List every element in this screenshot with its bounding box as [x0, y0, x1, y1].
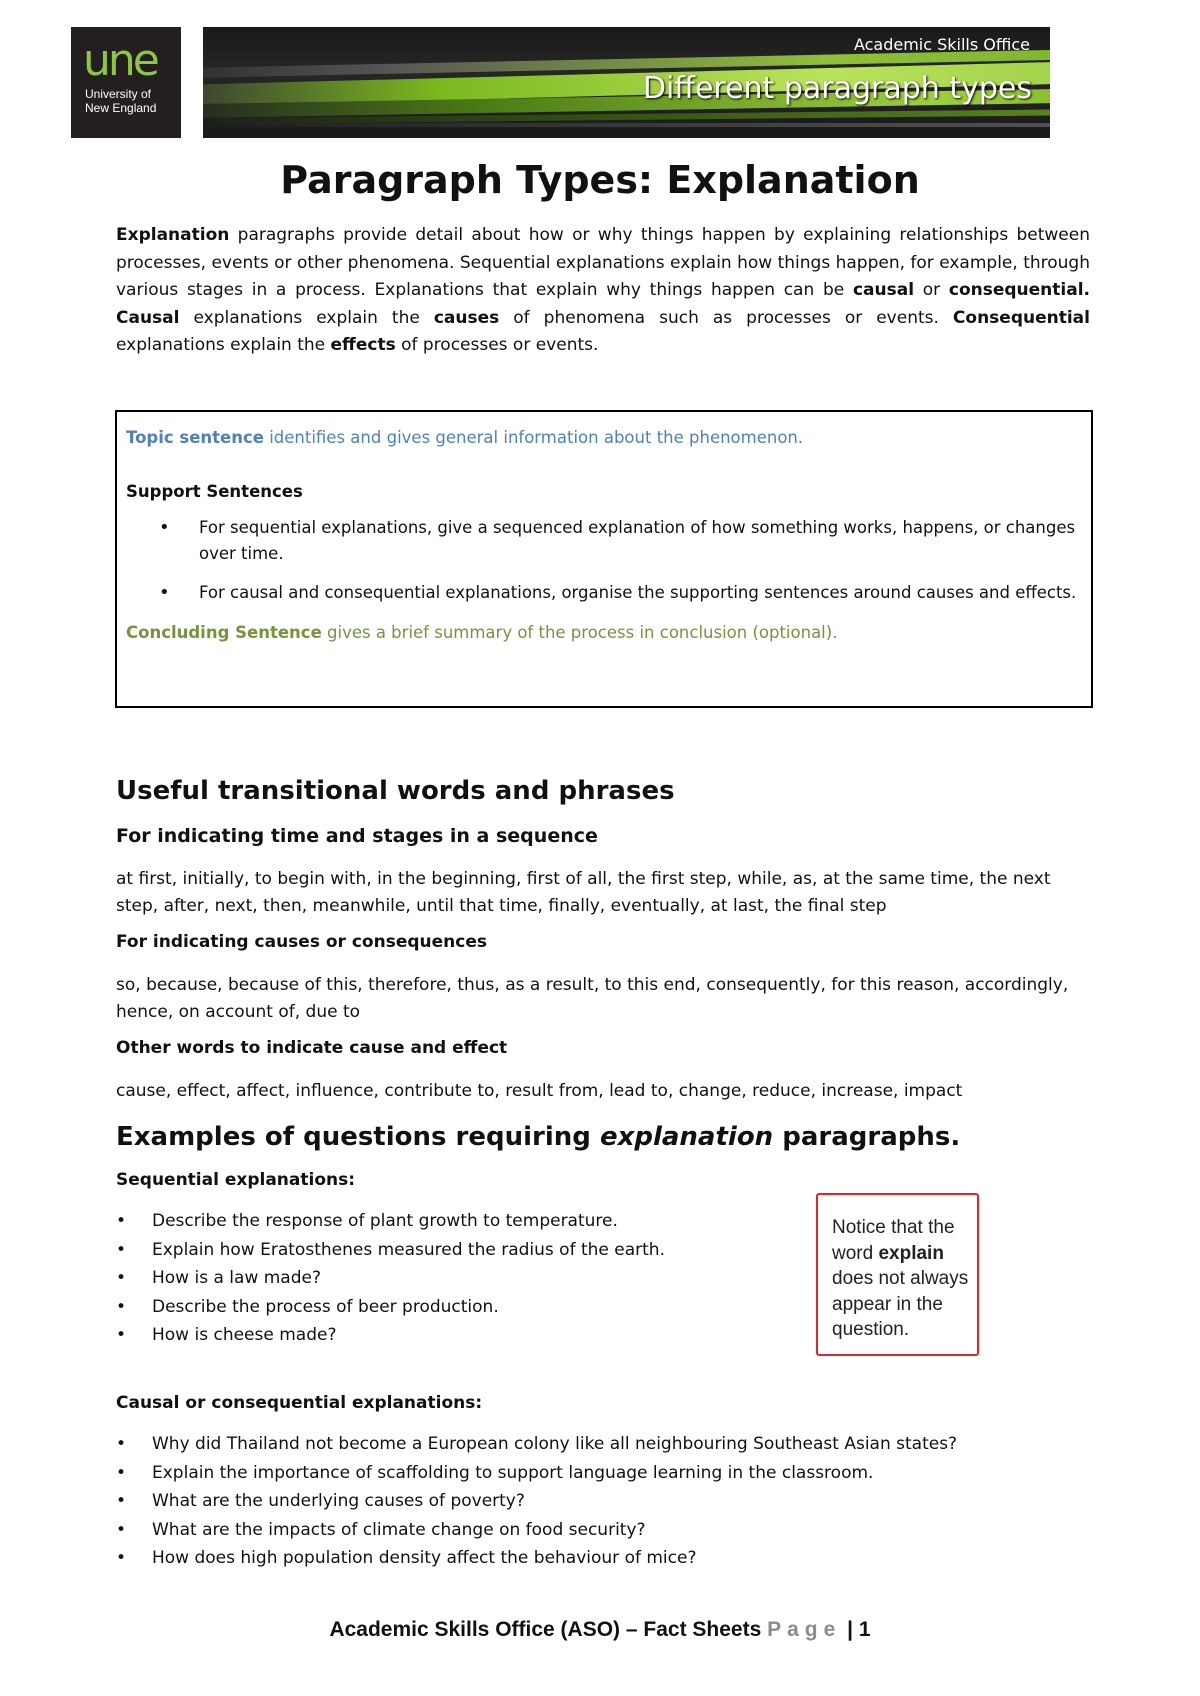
- cause-effect-words: cause, effect, affect, influence, contribute to, result from, lead to, change, reduce, increase, impact: [116, 1081, 963, 1101]
- une-logo: [71, 27, 181, 138]
- concluding-sentence-label: Concluding Sentence: [126, 623, 322, 642]
- question-item: • Describe the response of plant growth to temperature.: [116, 1207, 665, 1236]
- transitions-heading: Useful transitional words and phrases: [116, 776, 675, 806]
- footer-page-number: 1: [858, 1618, 871, 1641]
- question-item: • Explain the importance of scaffolding to support language learning in the classroom.: [116, 1459, 957, 1488]
- footer-page-word: Page: [767, 1618, 842, 1641]
- sequential-question-list: [116, 1207, 665, 1350]
- page-footer: [0, 1618, 1200, 1642]
- support-sentences-heading: Support Sentences: [126, 482, 303, 501]
- question-item: • Explain how Eratosthenes measured the radius of the earth.: [116, 1236, 665, 1265]
- intro-text: or: [914, 280, 949, 300]
- logo-mark: une: [83, 35, 157, 86]
- question-item: • Describe the process of beer production.: [116, 1293, 665, 1322]
- notice-callout: [816, 1193, 979, 1356]
- page-title: Paragraph Types: Explanation: [280, 158, 920, 202]
- examples-heading: [116, 1122, 960, 1152]
- time-sequence-words: at first, initially, to begin with, in the beginning, first of all, the first step, while, as, at the same time, the next step, after, next, then, meanwhile, until that time, finally, eventually, at last, the final step: [116, 869, 1051, 916]
- footer-text: Academic Skills Office (ASO) – Fact Sheets: [329, 1618, 768, 1641]
- topic-sentence-text: identifies and gives general information about the phenomenon.: [263, 428, 804, 447]
- paragraph-structure-box: [115, 410, 1093, 708]
- examples-heading-post: paragraphs.: [773, 1122, 961, 1152]
- intro-text: of phenomena such as processes or events.: [499, 307, 953, 328]
- support-list: [126, 515, 1081, 606]
- banner-title: Different paragraph types: [642, 71, 1032, 106]
- concluding-sentence-line: [126, 620, 1081, 646]
- intro-bold: causes: [433, 307, 500, 328]
- support-list-item: • For sequential explanations, give a sequenced explanation of how something works, happens, or changes over time.: [126, 515, 1081, 567]
- intro-bold: Causal: [116, 307, 180, 328]
- banner-office-label: Academic Skills Office: [853, 35, 1030, 54]
- intro-text: paragraphs provide detail about how or why things happen by explaining relationships between processes, events or other phenomena. Sequential explanations explain how things happen, for example, through various stages in a process. Explanations that explain why things happen can be: [116, 225, 1090, 300]
- intro-bold: Consequential: [952, 307, 1090, 328]
- time-sequence-heading: For indicating time and stages in a sequence: [116, 825, 598, 847]
- causes-heading: For indicating causes or consequences: [116, 932, 487, 952]
- sequential-heading: Sequential explanations:: [116, 1170, 356, 1190]
- topic-sentence-line: [126, 425, 1081, 451]
- logo-line-1: University of: [85, 87, 152, 101]
- question-item: • How is a law made?: [116, 1264, 665, 1293]
- causal-heading: Causal or consequential explanations:: [116, 1393, 483, 1413]
- footer-separator: |: [841, 1618, 859, 1641]
- intro-text: explanations explain the: [116, 335, 331, 355]
- concluding-sentence-text: gives a brief summary of the process in conclusion (optional).: [321, 623, 838, 642]
- cause-effect-heading: Other words to indicate cause and effect: [116, 1038, 508, 1058]
- banner-stripe: [203, 123, 1050, 127]
- intro-text: explanations explain the: [179, 307, 434, 328]
- support-list-item: • For causal and consequential explanations, organise the supporting sentences around causes and effects.: [126, 580, 1081, 606]
- intro-paragraph: [116, 222, 1090, 360]
- header-banner: [203, 27, 1050, 138]
- intro-bold: consequential.: [948, 280, 1090, 300]
- examples-heading-emphasis: explanation: [599, 1122, 774, 1152]
- causes-words: so, because, because of this, therefore, thus, as a result, to this end, consequently, for this reason, accordingly, hence, on account of, due to: [116, 975, 1069, 1022]
- examples-heading-pre: Examples of questions requiring: [116, 1122, 600, 1152]
- question-item: • Why did Thailand not become a European colony like all neighbouring Southeast Asian states?: [116, 1430, 957, 1459]
- question-item: • What are the underlying causes of poverty?: [116, 1487, 957, 1516]
- notice-text: does not always appear in the question.: [832, 1268, 969, 1340]
- topic-sentence-label: Topic sentence: [126, 428, 264, 447]
- causal-question-list: [116, 1430, 957, 1573]
- intro-bold: effects: [330, 335, 396, 355]
- question-item: • What are the impacts of climate change on food security?: [116, 1516, 957, 1545]
- logo-text: [85, 87, 180, 115]
- notice-bold: explain: [878, 1242, 944, 1264]
- question-item: • How is cheese made?: [116, 1321, 665, 1350]
- logo-line-2: New England: [85, 101, 157, 115]
- intro-bold: Explanation: [116, 225, 230, 245]
- intro-text: of processes or events.: [395, 335, 599, 355]
- intro-bold: causal: [852, 280, 915, 300]
- question-item: • How does high population density affect the behaviour of mice?: [116, 1544, 957, 1573]
- notice-text: Notice that the word: [832, 1217, 955, 1264]
